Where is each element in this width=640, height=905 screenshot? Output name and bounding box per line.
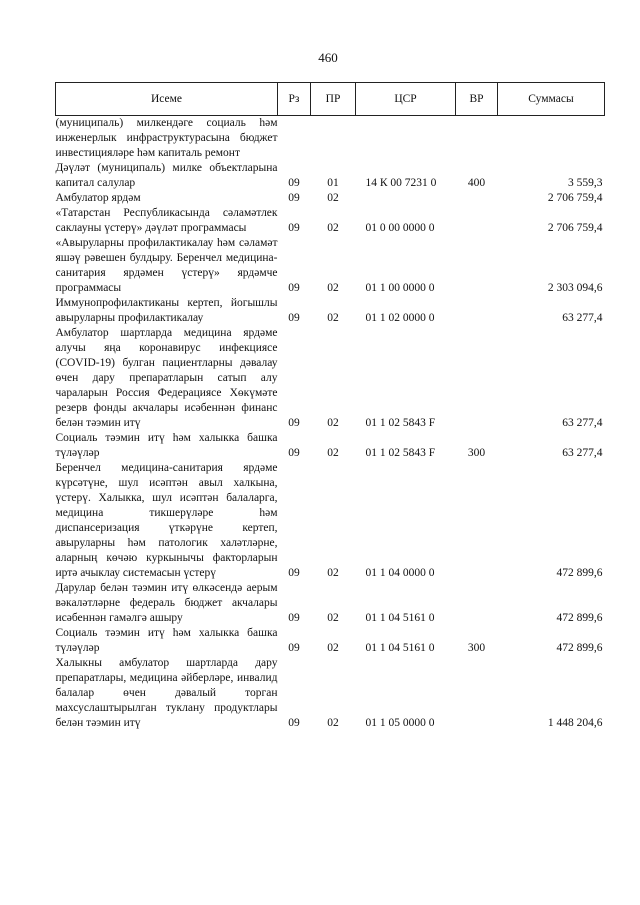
row-csr [356,116,456,162]
header-rz: Рз [278,83,311,116]
row-name: Халыкны амбулатор шартларда дару препаратлары, медицина әйберләре, инвалид балалар өчен дәвалый торган махсуслаштырылган туклану продуктлары белән тәэмин итү [55,657,278,729]
header-name: Исеме [56,83,278,116]
page-number: 460 [318,50,338,65]
row-vr [456,206,498,236]
row-sum: 63 277,4 [562,312,603,324]
row-vr [456,236,498,296]
row-vr [456,116,498,162]
row-csr: 01 1 02 5843 F [365,447,436,459]
row-sum: 1 448 204,6 [547,717,603,729]
row-rz: 09 [288,177,300,189]
row-rz: 09 [288,612,300,624]
row-sum: 472 899,6 [556,612,603,624]
row-rz: 09 [288,192,300,204]
row-csr: 01 1 02 5843 F [365,417,436,429]
header-sum: Суммасы [498,83,605,116]
row-vr [456,191,498,206]
row-pr: 02 [327,612,339,624]
row-pr: 02 [327,222,339,234]
row-sum: 63 277,4 [562,447,603,459]
row-csr: 01 0 00 0000 0 [365,222,435,234]
header-vr: ВР [456,83,498,116]
row-name: Дәүләт (муниципаль) милке объектларына капитал салулар [55,162,278,189]
row-name: Амбулатор шартларда медицина ярдәме алучы яңа коронавирус инфекциясе (COVID-19) булган пациентларны дәвалау өчен дару препаратларын сатып алу чараларын Россия Федерациясе Хөкүмәте резерв фонды акчалары исәбеннән финанс белән тәэмин итү [55,327,278,429]
table-row [56,326,605,431]
row-name: Социаль тәэмин итү һәм халыкка башка түләүләр [55,432,278,459]
row-rz: 09 [288,417,300,429]
table-row [56,656,605,731]
row-pr: 02 [327,282,339,294]
row-sum: 2 706 759,4 [547,222,603,234]
row-csr: 01 1 04 5161 0 [365,612,435,624]
budget-table [55,82,605,731]
row-sum: 2 303 094,6 [547,282,603,294]
row-name: Дарулар белән тәэмин итү өлкәсендә аерым вәкаләтләрне федераль бюджет акчалары исәбеннән гамәлгә ашыру [55,582,278,624]
row-pr: 02 [327,717,339,729]
table-header [56,83,605,116]
row-rz: 09 [288,567,300,579]
row-name: «Татарстан Республикасында сәламәтлек саклауны үстерү» дәүләт программасы [55,207,278,234]
row-csr: 01 1 02 0000 0 [365,312,435,324]
table-body [56,116,605,732]
row-csr: 14 К 00 7231 0 [365,177,437,189]
row-name: (муниципаль) милкендәге социаль һәм инженерлык инфраструктурасына бюджет инвестицияләре һәм капиталь ремонт [55,117,278,159]
row-sum: 472 899,6 [556,642,603,654]
row-sum: 3 559,3 [568,177,603,189]
row-name: Беренчел медицина-санитария ярдәме күрсәтүне, шул исәптән авыл халкына, үстерү. Халыкка, шул исәптән балаларга, медицина тикшерүләре һәм диспансеризация үткәрүне кертеп, авыруларны һәм патологик халәтләрне, аларның көчәю куркынычы факторларын иртә ачыклау системасын үстерү [55,462,278,579]
row-vr: 300 [467,642,486,654]
row-sum: 63 277,4 [562,417,603,429]
row-name: Амбулатор ярдәм [55,192,141,204]
table-row [56,236,605,296]
row-rz: 09 [288,282,300,294]
row-rz: 09 [288,642,300,654]
row-vr [456,326,498,431]
row-rz: 09 [288,222,300,234]
table-row [56,626,605,656]
table-row [56,206,605,236]
row-pr: 02 [327,312,339,324]
table-row [56,581,605,626]
row-csr [356,191,456,206]
row-pr [311,116,356,162]
row-pr: 02 [327,192,339,204]
row-vr: 400 [467,177,486,189]
table-row [56,296,605,326]
header-row [56,83,605,116]
row-rz: 09 [288,312,300,324]
row-csr: 01 1 04 5161 0 [365,642,435,654]
header-pr: ПР [311,83,356,116]
row-csr: 01 1 04 0000 0 [365,567,435,579]
row-name: «Авыруларны профилактикалау һәм сәламәт яшәү рәвешен булдыру. Беренчел медицина-санитария ярдәмен үстерү» ярдәмче программасы [55,237,278,294]
row-sum: 472 899,6 [556,567,603,579]
table-row [56,116,605,162]
row-pr: 02 [327,567,339,579]
table-row [56,461,605,581]
row-vr [456,581,498,626]
row-sum [498,116,605,162]
row-rz: 09 [288,717,300,729]
table-row [56,191,605,206]
row-vr [456,656,498,731]
row-pr: 02 [327,417,339,429]
row-vr [456,296,498,326]
row-pr: 01 [327,177,339,189]
row-name: Иммунопрофилактиканы кертеп, йогышлы авыруларны профилактикалау [55,297,278,324]
row-rz [278,116,311,162]
row-csr: 01 1 00 0000 0 [365,282,435,294]
row-sum: 2 706 759,4 [547,192,603,204]
table-row [56,431,605,461]
row-pr: 02 [327,642,339,654]
header-csr: ЦСР [356,83,456,116]
row-rz: 09 [288,447,300,459]
table-row [56,161,605,191]
row-name: Социаль тәэмин итү һәм халыкка башка түләүләр [55,627,278,654]
row-pr: 02 [327,447,339,459]
row-vr: 300 [467,447,486,459]
row-vr [456,461,498,581]
row-csr: 01 1 05 0000 0 [365,717,435,729]
